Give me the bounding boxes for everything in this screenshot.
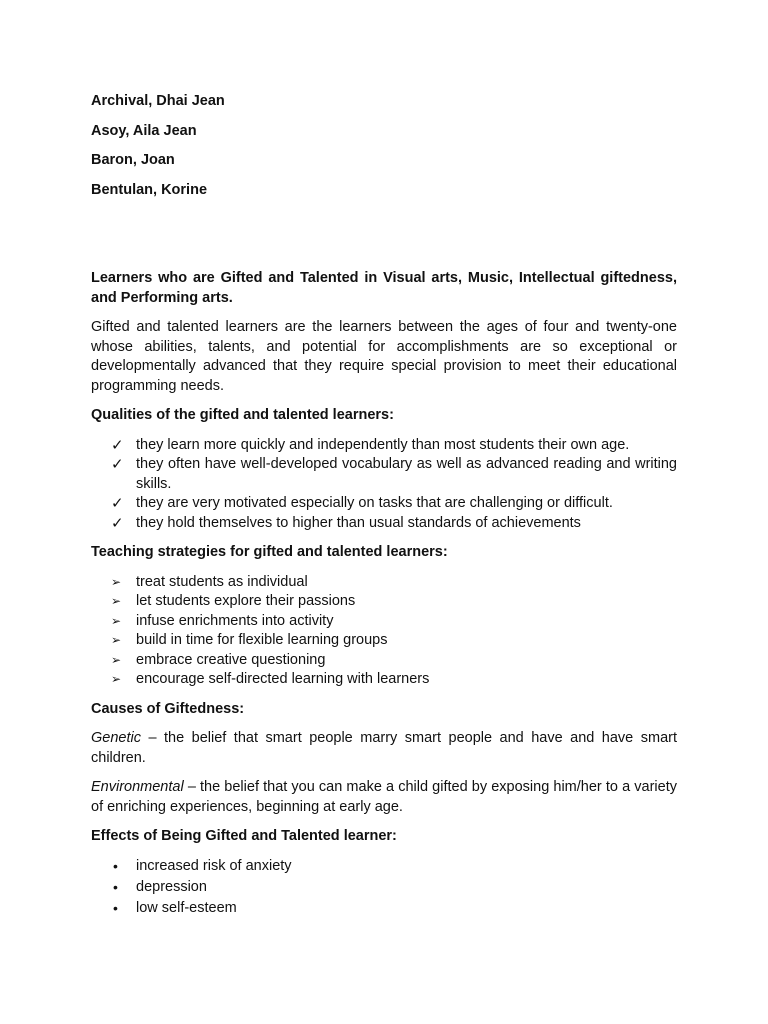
strategies-heading: Teaching strategies for gifted and talented learners: <box>91 544 448 560</box>
environmental-term: Environmental <box>91 779 184 795</box>
intro-paragraph: Gifted and talented learners are the learners between the ages of four and twenty-one whose abilities, talents, and potential for accomplishments are so exceptional or developmentally advanced that they require special provision to meet their educational programming needs. <box>91 319 677 394</box>
author-name: Bentulan, Korine <box>91 181 208 198</box>
checkmark-icon: ✓ <box>111 514 124 532</box>
list-item: ➢ embrace creative questioning <box>91 651 677 671</box>
genetic-term: Genetic <box>91 730 141 746</box>
qualities-heading: Qualities of the gifted and talented learners: <box>91 407 394 423</box>
checkmark-icon: ✓ <box>111 456 124 473</box>
arrow-bullet-icon: ➢ <box>111 652 122 667</box>
bullet-icon: • <box>113 878 118 895</box>
arrow-bullet-icon: ➢ <box>111 594 122 608</box>
list-item: ➢ infuse enrichments into activity <box>91 612 677 632</box>
strategies-list <box>91 573 677 690</box>
author-list <box>91 92 677 200</box>
arrow-bullet-icon: ➢ <box>111 613 122 628</box>
list-item: • depression <box>91 878 677 898</box>
list-item: ➢ encourage self-directed learning with learners <box>91 670 677 690</box>
document-content <box>91 92 677 928</box>
author-name: Archival, Dhai Jean <box>91 93 225 109</box>
arrow-bullet-icon: ➢ <box>111 574 122 589</box>
bullet-icon: • <box>113 857 118 874</box>
environmental-paragraph <box>91 778 677 817</box>
environmental-definition: – the belief that you can make a child gifted by exposing him/her to a variety of enriching experiences, beginning at early age. <box>91 779 677 815</box>
causes-heading: Causes of Giftedness: <box>91 700 245 717</box>
list-item: ✓ they hold themselves to higher than usual standards of achievements <box>111 514 581 532</box>
author-name: Baron, Joan <box>91 152 175 168</box>
list-item: ➢ let students explore their passions <box>91 592 677 612</box>
qualities-list <box>91 436 677 534</box>
bullet-icon: • <box>113 899 118 916</box>
list-item: ✓ they often have well-developed vocabulary as well as advanced reading and writing skills. <box>111 456 677 492</box>
list-item: ➢ build in time for flexible learning groups <box>91 631 677 651</box>
list-item: ✓ they are very motivated especially on tasks that are challenging or difficult. <box>111 495 613 512</box>
list-item: • increased risk of anxiety <box>91 857 677 877</box>
genetic-paragraph <box>91 729 677 768</box>
list-item: • low self-esteem <box>91 899 677 919</box>
effects-heading: Effects of Being Gifted and Talented learner: <box>91 828 397 844</box>
arrow-bullet-icon: ➢ <box>111 672 122 686</box>
list-item: ➢ treat students as individual <box>91 573 677 593</box>
genetic-definition: – the belief that smart people marry smart people and have and have smart children. <box>91 730 677 766</box>
checkmark-icon: ✓ <box>111 495 124 512</box>
effects-list <box>91 857 677 919</box>
list-item: ✓ they learn more quickly and independently than most students their own age. <box>111 436 630 454</box>
author-name: Asoy, Aila Jean <box>91 122 197 139</box>
checkmark-icon: ✓ <box>111 436 124 454</box>
document-title: Learners who are Gifted and Talented in Visual arts, Music, Intellectual giftedness, and Performing arts. <box>91 270 677 306</box>
arrow-bullet-icon: ➢ <box>111 633 122 647</box>
